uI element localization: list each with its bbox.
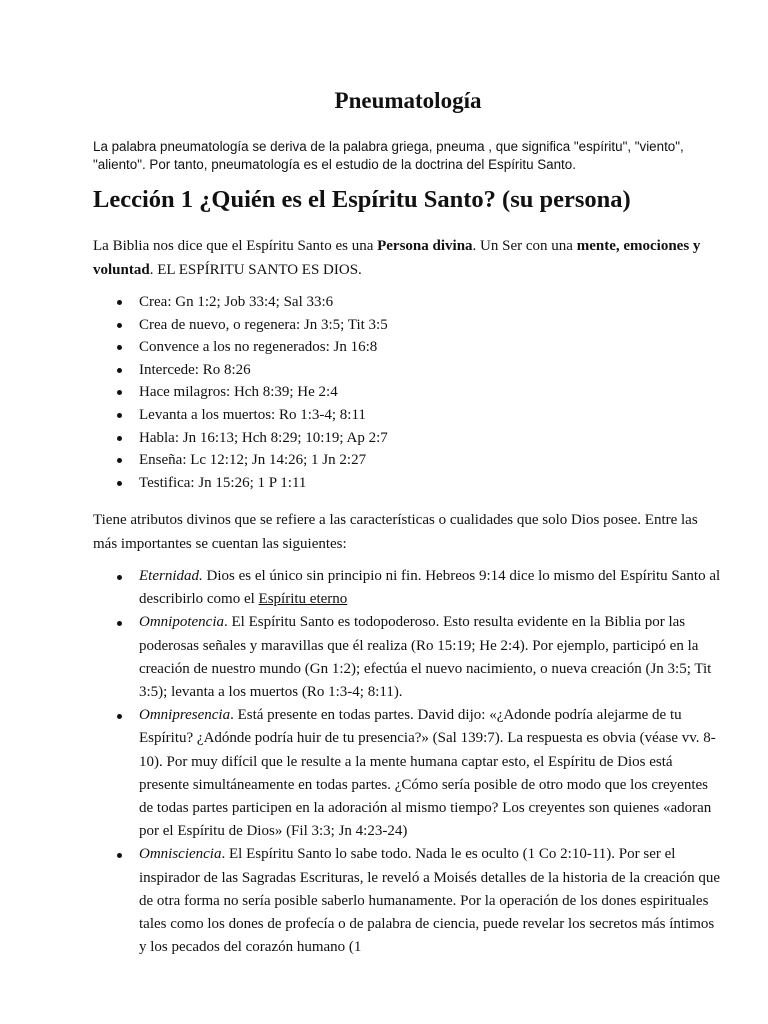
attributes-intro-paragraph: Tiene atributos divinos que se refiere a las características o cualidades que solo Dios posee. Entre las más importantes se cuentan las siguientes: — [93, 512, 698, 552]
attribute-text: . Está presente en todas partes. David dijo: «¿Adonde podría alejarme de tu Espíritu? ¿Adónde podría huir de tu presencia?» (Sal 139:7). La respuesta es obvia (véase vv. 8-10). Por muy difícil que le resulte a la mente humana captar esto, el Espíritu de Dios está presente simultáneamente en todas partes. ¿Cómo sería posible de otro modo que los creyentes de todas partes participen en la adoración al mismo tiempo? Los creyentes son quienes «adoran por el Espíritu de Dios» (Fil 3:3; Jn 4:23-24) — [139, 707, 716, 840]
intro-paragraph: La palabra pneumatología se deriva de la palabra griega, pneuma , que significa "espíritu", "viento", "aliento". Por tanto, pneumatología es el estudio de la doctrina del Espíritu Santo. — [93, 139, 684, 172]
person-paragraph — [93, 234, 723, 282]
works-list — [93, 291, 723, 494]
attribute-text: Dios es el único sin principio ni fin. Hebreos 9:14 dice lo mismo del Espíritu Santo al describirlo como el — [139, 568, 721, 608]
list-item: Habla: Jn 16:13; Hch 8:29; 10:19; Ap 2:7 — [93, 427, 723, 450]
attributes-list — [93, 565, 723, 959]
list-item: Hace milagros: Hch 8:39; He 2:4 — [93, 381, 723, 404]
espiritu-eterno-link[interactable]: Espíritu eterno — [258, 591, 348, 608]
attribute-item-omnipotencia — [93, 611, 723, 704]
person-bold-1: Persona divina — [377, 238, 473, 254]
lesson-heading: Lección 1 ¿Quién es el Espíritu Santo? (su persona) — [93, 186, 631, 213]
person-text-3: . EL ESPÍRITU SANTO ES DIOS. — [149, 262, 362, 278]
list-item: Levanta a los muertos: Ro 1:3-4; 8:11 — [93, 404, 723, 427]
attribute-term: Omnisciencia — [139, 846, 222, 863]
list-item: Enseña: Lc 12:12; Jn 14:26; 1 Jn 2:27 — [93, 449, 723, 472]
document-title: Pneumatología — [334, 88, 482, 113]
list-item: Testifica: Jn 15:26; 1 P 1:11 — [93, 472, 723, 495]
person-bold-2: mente, emociones y voluntad — [93, 238, 701, 278]
attribute-item-omnisciencia — [93, 843, 723, 959]
attribute-item-eternidad — [93, 565, 723, 611]
person-text-2: . Un Ser con una — [472, 238, 577, 254]
attribute-term: Omnipresencia — [139, 707, 231, 724]
list-item: Crea: Gn 1:2; Job 33:4; Sal 33:6 — [93, 291, 723, 314]
attribute-item-omnipresencia — [93, 704, 723, 843]
attribute-term: Eternidad. — [139, 568, 203, 584]
attribute-term: Omnipotencia — [139, 614, 224, 631]
list-item: Crea de nuevo, o regenera: Jn 3:5; Tit 3:5 — [93, 314, 723, 337]
attribute-text: . El Espíritu Santo lo sabe todo. Nada le es oculto (1 Co 2:10-11). Por ser el inspirador de las Sagradas Escrituras, le reveló a Moisés detalles de la historia de la creación que de otra forma no sería posible saberlo humanamente. Por la operación de los dones espirituales tales como los dones de profecía o de palabra de ciencia, puede revelar los secretos más íntimos y los pecados del corazón humano (1 — [139, 846, 721, 956]
list-item: Convence a los no regenerados: Jn 16:8 — [93, 336, 723, 359]
person-text-1: La Biblia nos dice que el Espíritu Santo es una — [93, 238, 378, 254]
list-item: Intercede: Ro 8:26 — [93, 359, 723, 382]
attribute-text: . El Espíritu Santo es todopoderoso. Esto resulta evidente en la Biblia por las poderosas señales y maravillas que él realiza (Ro 15:19; He 2:4). Por ejemplo, participó en la creación de nuestro mundo (Gn 1:2); efectúa el nuevo nacimiento, o nueva creación (Jn 3:5; Tit 3:5); levanta a los muertos (Ro 1:3-4; 8:11). — [139, 614, 712, 701]
